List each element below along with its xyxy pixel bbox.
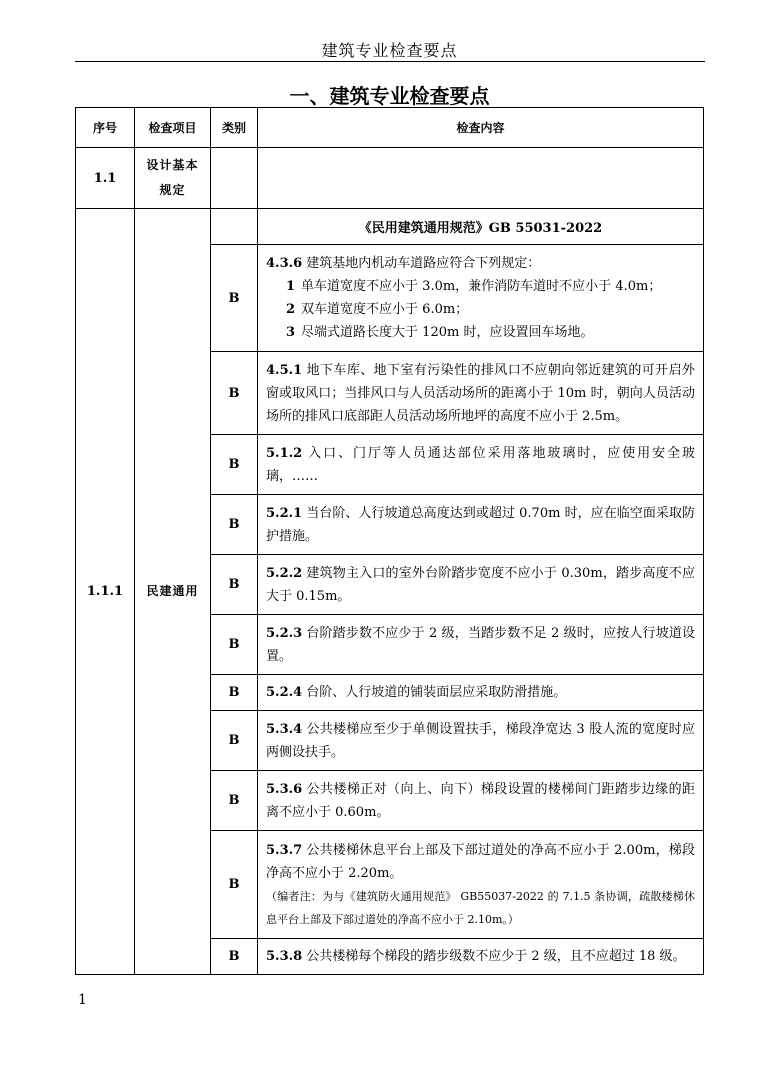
row-content — [258, 711, 704, 771]
row-category: B — [211, 352, 258, 435]
section-item-text: 设计基本规定 — [146, 158, 199, 197]
clause-text: 台阶踏步数不应少于 2 级，当踏步数不足 2 级时，应按人行坡道设置。 — [266, 625, 695, 664]
section-row — [76, 148, 704, 209]
clause-text: 公共楼梯每个梯段的踏步级数不应少于 2 级，且不应超过 18 级。 — [306, 949, 686, 964]
section-category — [211, 148, 258, 209]
list-item: 1 单车道宽度不应小于 3.0m，兼作消防车道时不应小于 4.0m； — [286, 279, 662, 294]
row-category: B — [211, 675, 258, 711]
running-header: 建筑专业检查要点 — [321, 41, 458, 60]
standard-row — [76, 209, 704, 245]
row-content — [258, 615, 704, 675]
row-category: B — [211, 711, 258, 771]
clause-text: 公共楼梯休息平台上部及下部过道处的净高不应小于 2.00m，梯段净高不应小于 2.20m。 — [266, 842, 695, 881]
row-content — [258, 495, 704, 555]
clause-number: 4.3.6 — [266, 256, 303, 271]
row-content — [258, 435, 704, 495]
row-content — [258, 352, 704, 435]
clause-number: 5.3.8 — [266, 949, 303, 964]
row-content — [258, 831, 704, 939]
clause-number: 5.2.4 — [266, 685, 303, 700]
row-content — [258, 939, 704, 975]
header-category: 类别 — [211, 108, 258, 148]
row-category: B — [211, 615, 258, 675]
header-content: 检查内容 — [258, 108, 704, 148]
clause-text: 当台阶、人行坡道总高度达到或超过 0.70m 时，应在临空面采取防护措施。 — [266, 505, 695, 544]
row-category: B — [211, 435, 258, 495]
clause-number: 5.2.2 — [266, 565, 303, 581]
row-category: B — [211, 771, 258, 831]
section-item — [135, 148, 211, 209]
list-item: 2 双车道宽度不应小于 6.0m； — [286, 302, 469, 317]
row-content — [258, 675, 704, 711]
row-category: B — [211, 245, 258, 352]
section-content — [258, 148, 704, 209]
clause-text: 建筑物主入口的室外台阶踏步宽度不应小于 0.30m，踏步高度不应大于 0.15m。 — [266, 565, 695, 604]
clause-text: 台阶、人行坡道的铺装面层应采取防滑措施。 — [306, 685, 567, 700]
clause-number: 5.3.4 — [266, 721, 303, 737]
clause-text: 地下车库、地下室有污染性的排风口不应朝向邻近建筑的可开启外窗或取风口；当排风口与人员活动场所的距离小于 10m 时，朝向人员活动场所的排风口底部距人员活动场所地坪的高度不应小于 2.5m。 — [266, 362, 695, 424]
clause-number: 5.2.3 — [266, 625, 303, 641]
group-item: 民建通用 — [135, 209, 211, 975]
clause-number: 4.5.1 — [266, 362, 303, 378]
clause-text: 入口、门厅等人员通达部位采用落地玻璃时，应使用安全玻璃，…… — [266, 445, 695, 484]
row-category: B — [211, 831, 258, 939]
row-category: B — [211, 939, 258, 975]
header-no: 序号 — [76, 108, 135, 148]
standard-category — [211, 209, 258, 245]
row-category: B — [211, 555, 258, 615]
clause-number: 5.3.6 — [266, 781, 303, 797]
editor-note: （编者注：为与《建筑防火通用规范》 GB55037-2022 的 7.1.5 条协调，疏散楼梯休息平台上部及下部过道处的净高不应小于 2.10m。） — [266, 889, 695, 926]
row-content — [258, 245, 704, 352]
clause-text: 公共楼梯应至少于单侧设置扶手，梯段净宽达 3 股人流的宽度时应两侧设扶手。 — [266, 721, 695, 760]
group-no: 1.1.1 — [76, 209, 135, 975]
row-content — [258, 771, 704, 831]
inspection-table — [75, 107, 704, 975]
header-rule — [75, 61, 705, 62]
clause-number: 5.1.2 — [266, 445, 303, 461]
clause-number: 5.2.1 — [266, 505, 303, 521]
table-header-row — [76, 108, 704, 148]
row-category: B — [211, 495, 258, 555]
clause-text: 建筑基地内机动车道路应符合下列规定： — [306, 256, 541, 271]
standard-title: 《民用建筑通用规范》GB 55031-2022 — [258, 209, 704, 245]
list-item: 3 尽端式道路长度大于 120m 时，应设置回车场地。 — [286, 325, 594, 340]
page-number: 1 — [78, 992, 87, 1008]
row-content — [258, 555, 704, 615]
header-item: 检查项目 — [135, 108, 211, 148]
document-title: 一、建筑专业检查要点 — [289, 84, 490, 108]
section-no: 1.1 — [76, 148, 135, 209]
clause-number: 5.3.7 — [266, 842, 303, 858]
clause-text: 公共楼梯正对（向上、向下）梯段设置的楼梯间门距踏步边缘的距离不应小于 0.60m。 — [266, 781, 695, 820]
